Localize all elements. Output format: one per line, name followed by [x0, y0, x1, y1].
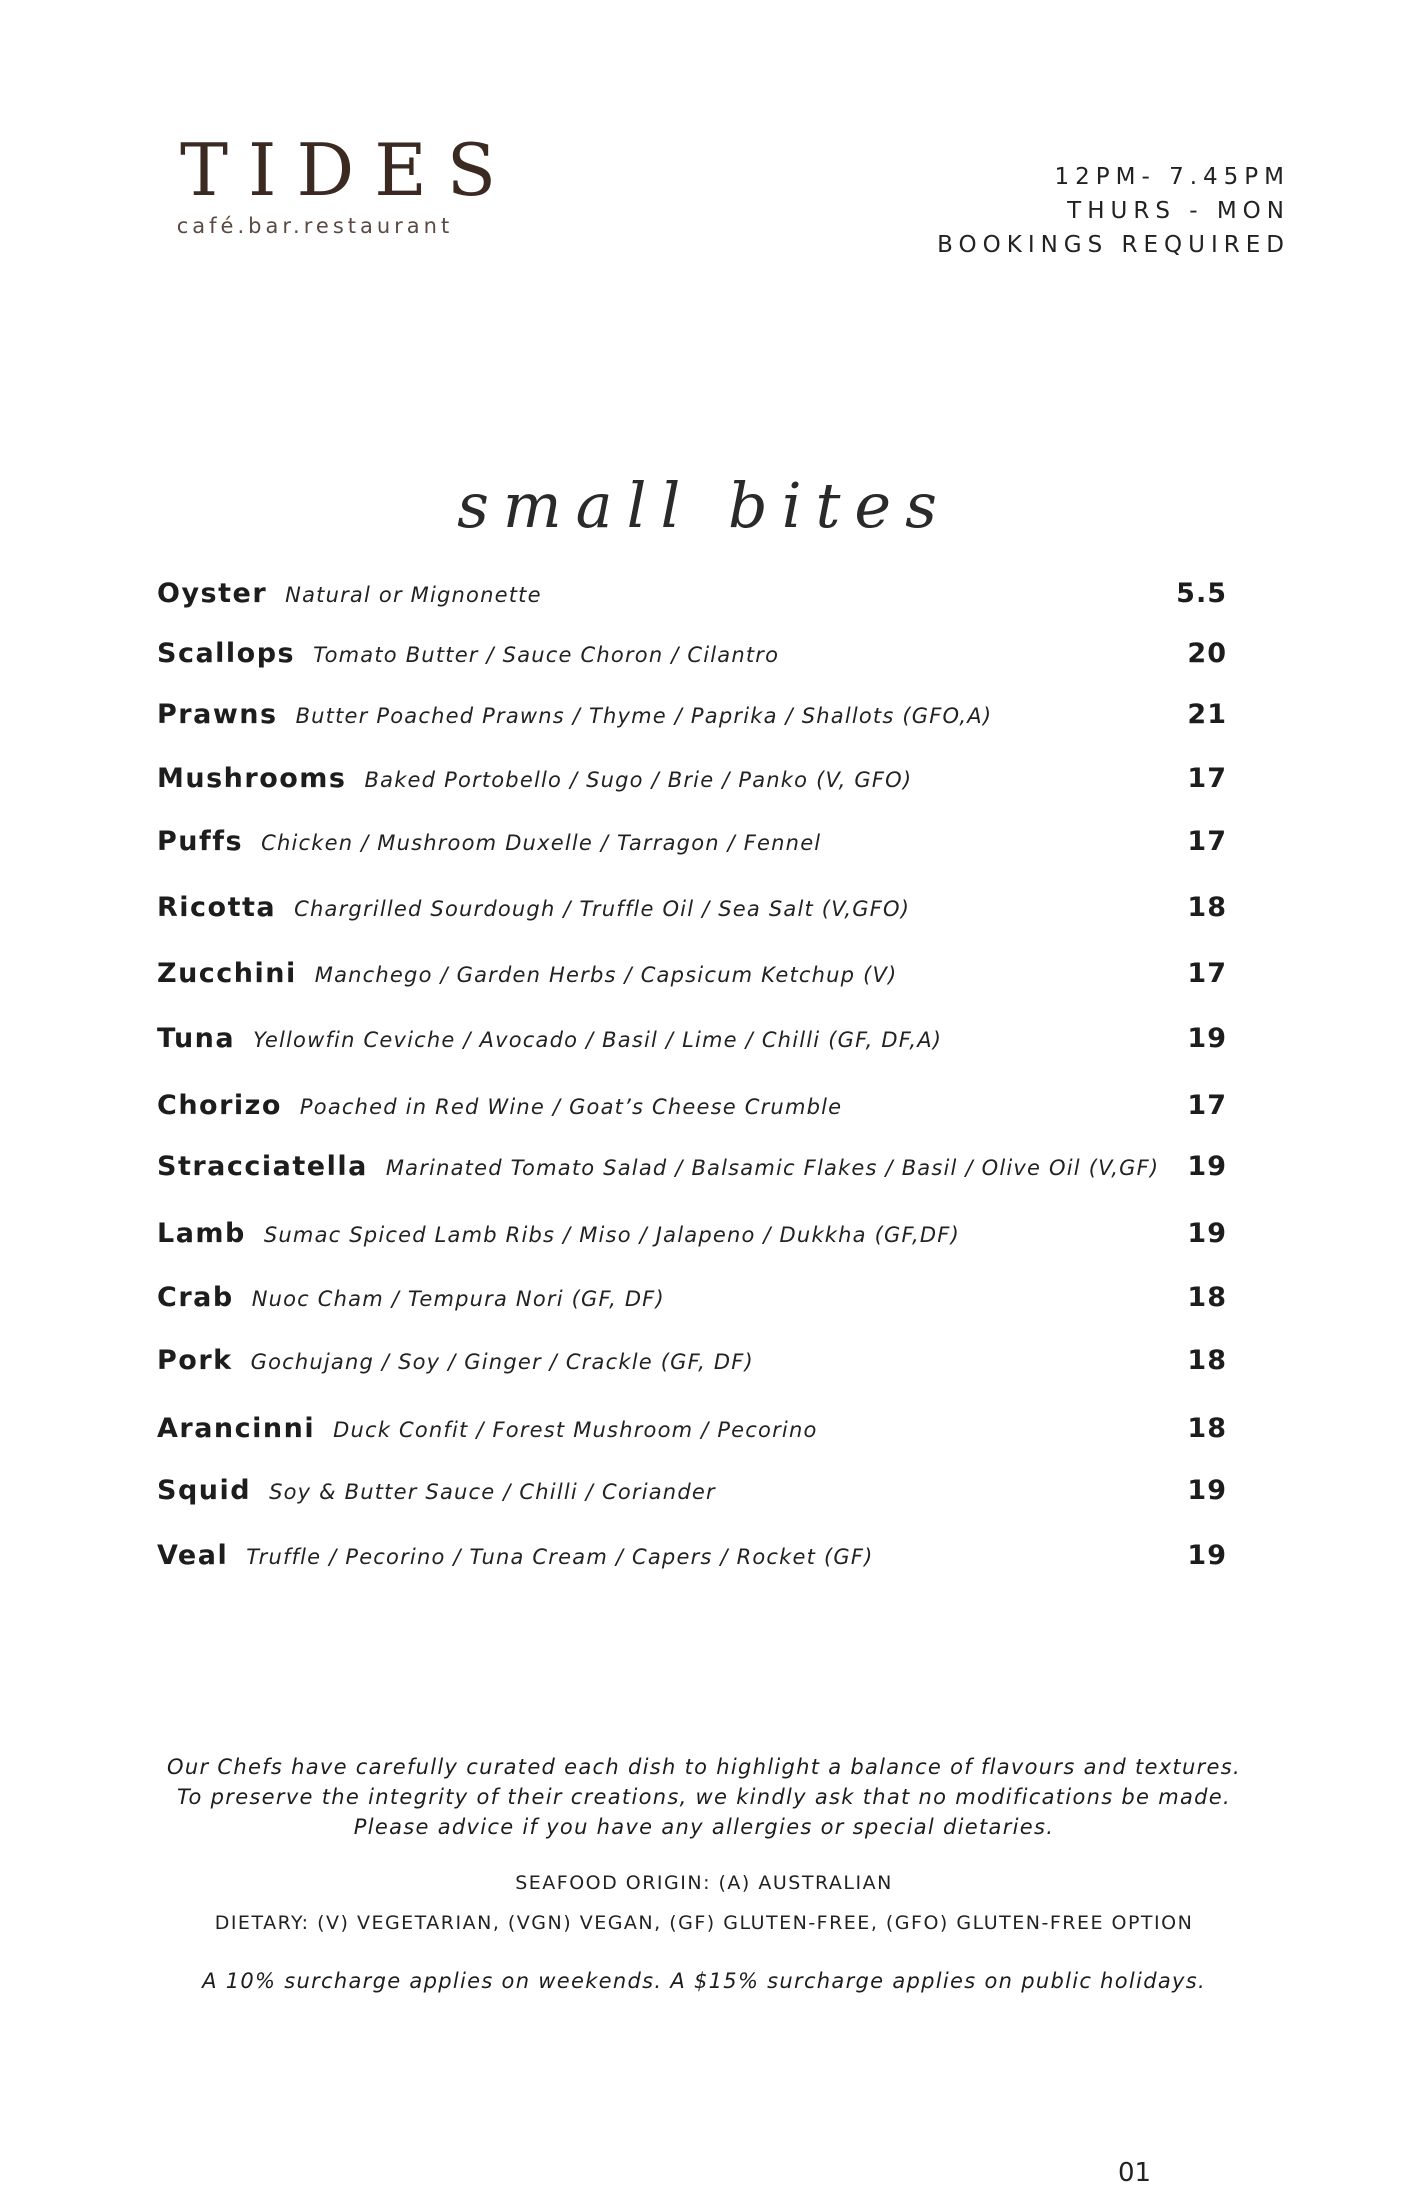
- menu-item-description: Soy & Butter Sauce / Chilli / Coriander: [269, 1480, 716, 1504]
- menu-item: [157, 1218, 1227, 1258]
- menu-item-description: Manchego / Garden Herbs / Capsicum Ketchup (V): [314, 963, 898, 987]
- menu-item-price: 18: [1187, 1413, 1227, 1444]
- chef-note-line-3: Please advice if you have any allergies or special dietaries.: [353, 1815, 1055, 1839]
- menu-item-name: Tuna: [157, 1023, 236, 1054]
- seafood-origin: SEAFOOD ORIGIN: (A) AUSTRALIAN: [515, 1872, 893, 1894]
- menu-item: [157, 1090, 1227, 1130]
- hours-line-2: THURS - MON: [1067, 198, 1290, 224]
- menu-item: [157, 1023, 1227, 1063]
- menu-item: [157, 1475, 1227, 1515]
- section-title: [0, 455, 1408, 565]
- menu-item-name: Chorizo: [157, 1090, 282, 1121]
- menu-item-name: Oyster: [157, 578, 268, 609]
- menu-item-name: Lamb: [157, 1218, 246, 1249]
- menu-item-price: 19: [1187, 1218, 1227, 1249]
- menu-item-name: Squid: [157, 1475, 252, 1506]
- menu-item-price: 17: [1187, 958, 1227, 989]
- section-title-text: small bites: [457, 469, 951, 542]
- hours-line-1: 12PM- 7.45PM: [1054, 164, 1290, 190]
- dietary-legend: DIETARY: (V) VEGETARIAN, (VGN) VEGAN, (GF) GLUTEN-FREE, (GFO) GLUTEN-FREE OPTION: [214, 1912, 1194, 1934]
- menu-item-description: Gochujang / Soy / Ginger / Crackle (GF, DF): [250, 1350, 754, 1374]
- menu-footer: [0, 1752, 1408, 1996]
- menu-item-price: 19: [1187, 1475, 1227, 1506]
- menu-item-description: Tomato Butter / Sauce Choron / Cilantro: [313, 643, 780, 667]
- menu-item-description: Chargrilled Sourdough / Truffle Oil / Sea Salt (V,GFO): [294, 897, 911, 921]
- brand-name: TIDES: [180, 128, 517, 212]
- hours-line-3: BOOKINGS REQUIRED: [937, 232, 1290, 258]
- menu-item-description: Yellowfin Ceviche / Avocado / Basil / Lime / Chilli (GF, DF,A): [253, 1028, 943, 1052]
- menu-item-name: Scallops: [157, 638, 296, 669]
- menu-item-description: Poached in Red Wine / Goat’s Cheese Crumble: [299, 1095, 843, 1119]
- menu-item-description: Nuoc Cham / Tempura Nori (GF, DF): [251, 1287, 665, 1311]
- menu-item-price: 19: [1187, 1151, 1227, 1182]
- menu-item: [157, 699, 1227, 739]
- menu-item: [157, 763, 1227, 803]
- menu-item-price: 21: [1187, 699, 1227, 730]
- menu-item-price: 17: [1187, 763, 1227, 794]
- menu-item-name: Arancinni: [157, 1413, 316, 1444]
- menu-item-price: 20: [1187, 638, 1227, 669]
- menu-item-description: Duck Confit / Forest Mushroom / Pecorino: [333, 1418, 818, 1442]
- menu-item-price: 18: [1187, 892, 1227, 923]
- menu-item: [157, 826, 1227, 866]
- menu-item-description: Sumac Spiced Lamb Ribs / Miso / Jalapeno / Dukkha (GF,DF): [263, 1223, 960, 1247]
- menu-item: [157, 1540, 1227, 1580]
- menu-item-name: Zucchini: [157, 958, 297, 989]
- menu-item-price: 19: [1187, 1023, 1227, 1054]
- menu-item-name: Prawns: [157, 699, 278, 730]
- menu-item-description: Baked Portobello / Sugo / Brie / Panko (V, GFO): [364, 768, 913, 792]
- menu-item-name: Ricotta: [157, 892, 277, 923]
- chef-note-line-1: Our Chefs have carefully curated each dish to highlight a balance of flavours and textures.: [167, 1755, 1241, 1779]
- menu-item-description: Natural or Mignonette: [285, 583, 542, 607]
- menu-item-name: Veal: [157, 1540, 229, 1571]
- page-number: 01: [1118, 2158, 1152, 2188]
- menu-item-price: 18: [1187, 1282, 1227, 1313]
- brand-logo: [160, 128, 517, 238]
- menu-item: [157, 1282, 1227, 1322]
- section-title-script: [457, 455, 951, 565]
- menu-item-description: Truffle / Pecorino / Tuna Cream / Capers / Rocket (GF): [246, 1545, 874, 1569]
- menu-item: [157, 1413, 1227, 1453]
- menu-item-description: Chicken / Mushroom Duxelle / Tarragon / Fennel: [261, 831, 822, 855]
- menu-item-price: 17: [1187, 826, 1227, 857]
- menu-item-price: 18: [1187, 1345, 1227, 1376]
- opening-hours: [937, 160, 1290, 262]
- menu-item: [157, 638, 1227, 678]
- menu-item-name: Stracciatella: [157, 1151, 368, 1182]
- chef-note-line-2: To preserve the integrity of their creations, we kindly ask that no modifications be made.: [176, 1785, 1231, 1809]
- surcharge-note: A 10% surcharge applies on weekends. A $15% surcharge applies on public holidays.: [202, 1969, 1206, 1993]
- menu-item-name: Puffs: [157, 826, 244, 857]
- menu-item: [157, 578, 1227, 618]
- menu-item-description: Marinated Tomato Salad / Balsamic Flakes / Basil / Olive Oil (V,GF): [385, 1156, 1160, 1180]
- menu-item: [157, 1151, 1227, 1191]
- menu-item: [157, 892, 1227, 932]
- menu-item-name: Crab: [157, 1282, 234, 1313]
- menu-item-price: 17: [1187, 1090, 1227, 1121]
- menu-item-name: Pork: [157, 1345, 233, 1376]
- menu-item-price: 19: [1187, 1540, 1227, 1571]
- menu-item-description: Butter Poached Prawns / Thyme / Paprika / Shallots (GFO,A): [295, 704, 993, 728]
- menu-item: [157, 1345, 1227, 1385]
- menu-item-price: 5.5: [1176, 578, 1227, 609]
- menu-item-name: Mushrooms: [157, 763, 347, 794]
- menu-item: [157, 958, 1227, 998]
- brand-tagline: café.bar.restaurant: [176, 214, 454, 238]
